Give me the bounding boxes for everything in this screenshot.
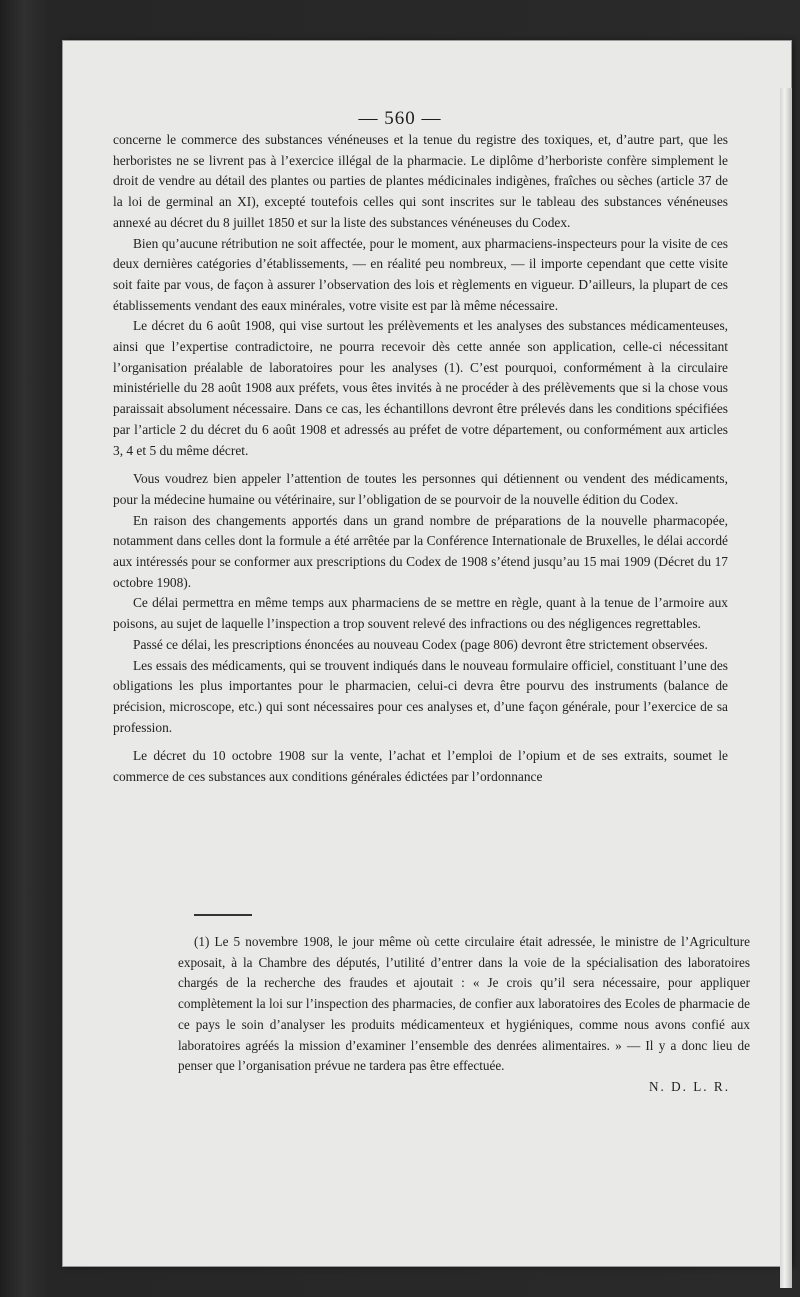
footnote-signature: N. D. L. R. <box>649 1078 730 1094</box>
page-edge <box>780 88 792 1288</box>
paragraph-4: Vous voudrez bien appeler l’attention de toutes les personnes qui détiennent ou vendent des médicaments, pour la médecine humaine ou vétérinaire, sur l’obligation de se pourvoir de la nouvelle édition du Codex. <box>113 471 728 507</box>
paragraph-9: Le décret du 10 octobre 1908 sur la vente, l’achat et l’emploi de l’opium et de ses extraits, soumet le commerce de ces substances aux conditions générales édictées par l’ordonnance <box>113 748 728 785</box>
page-number: — 560 — <box>358 108 442 129</box>
footnote <box>178 932 750 1098</box>
footnote-text: (1) Le 5 novembre 1908, le jour même où cette circulaire était adressée, le ministre de l’Agriculture exposait, à la Chambre des députés, l’utilité d’entrer dans la voie de la spécialisation des laboratoires chargés de la recherche des fraudes et ajoutait : « Je crois qu’il sera nécessaire, pour appliquer complètement la loi sur l’inspection des pharmacies, de confier aux laboratoires des Ecoles de pharmacie de ce pays le soin d’analyser les produits médicamenteux et hygiéniques, comme nous avons confié aux laboratoires agréés la mission d’examiner l’ensemble des denrées alimentaires. » — Il y a donc lieu de penser que l’organisation prévue ne tardera pas être effectuée. <box>178 934 750 1074</box>
paragraph-7: Passé ce délai, les prescriptions énoncées au nouveau Codex (page 806) devront être strictement observées. <box>133 636 708 652</box>
paragraph-8: Les essais des médicaments, qui se trouvent indiqués dans le nouveau formulaire officiel, constituant l’une des obligations les plus importantes pour le pharmacien, celui-ci devra être pourvu des instruments (balance de précision, microscope, etc.) qui sont nécessaires pour ces analyses et, d’une façon générale, pour l’exercice de sa profession. <box>113 657 728 735</box>
paragraph-1: concerne le commerce des substances vénéneuses et la tenue du registre des toxiques, et, d’autre part, que les herboristes ne se livrent pas à l’exercice illégal de la pharmacie. Le diplôme d’herboriste confère simplement le droit de vendre au détail des plantes ou parties de plantes médicinales indigènes, fraîches ou sèches (article 37 de la loi de germinal an XI), excepté toutefois celles qui sont inscrites sur le tableau des substances vénéneuses annexé au décret du 8 juillet 1850 et sur la liste des substances vénéneuses du Codex. <box>113 132 728 230</box>
footnote-divider <box>194 914 252 916</box>
body-text <box>113 130 728 788</box>
paragraph-3: Le décret du 6 août 1908, qui vise surtout les prélèvements et les analyses des substances médicamenteuses, ainsi que l’expertise contradictoire, ne pourra recevoir dès cette année son application, celle-ci nécessitant l’organisation préalable de laboratoires pour les analyses (1). C’est pourquoi, conformément à la circulaire ministérielle du 28 août 1908 aux préfets, vous êtes invités à ne procéder à des prélèvements que si la chose vous paraissait absolument nécessaire. Dans ce cas, les échantillons devront être prélevés dans les conditions spécifiées par l’article 2 du décret du 6 août 1908 et adressés au préfet de votre département, ou conformément aux articles 3, 4 et 5 du même décret. <box>113 318 728 458</box>
paragraph-2: Bien qu’aucune rétribution ne soit affectée, pour le moment, aux pharmaciens-inspecteurs pour la visite de ces deux dernières catégories d’établissements, — en réalité peu nombreux, — il importe cependant que cette visite soit faite par vous, de façon à assurer l’observation des lois et règlements en vigueur. D’ailleurs, la plupart de ces établissements vendant des eaux minérales, votre visite est par là même nécessaire. <box>113 235 728 313</box>
paragraph-5: En raison des changements apportés dans un grand nombre de préparations de la nouvelle pharmacopée, notamment dans celles dont la formule a été arrêtée par la Conférence Internationale de Bruxelles, le délai accordé aux intéressés pour se conformer aux prescriptions du Codex de 1908 s’étend jusqu’au 15 mai 1909 (Décret du 17 octobre 1908). <box>113 512 728 590</box>
paragraph-6: Ce délai permettra en même temps aux pharmaciens de se mettre en règle, quant à la tenue de l’armoire aux poisons, au sujet de laquelle l’inspection a trop souvent relevé des infractions ou des négligences regrettables. <box>113 595 728 632</box>
footnote-signature-line <box>178 1077 750 1098</box>
